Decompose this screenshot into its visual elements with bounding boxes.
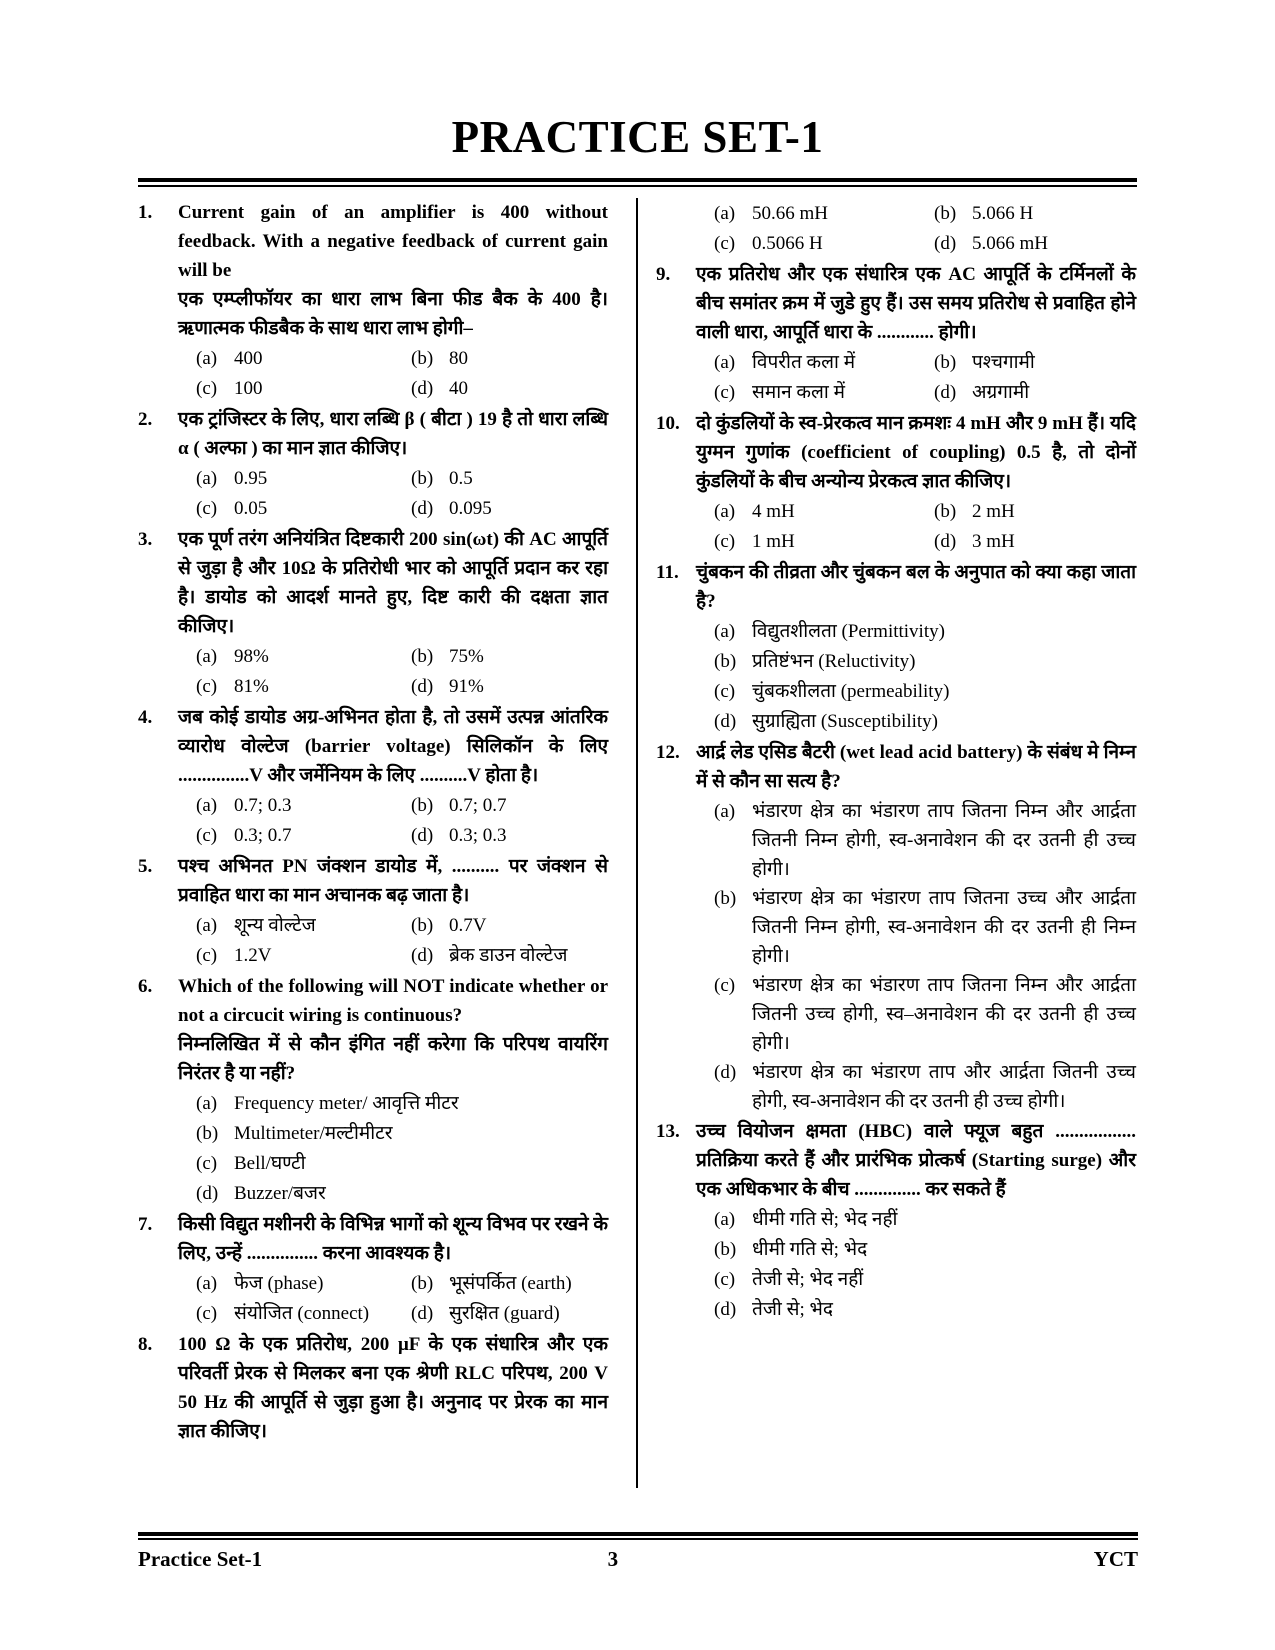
option-list [696, 797, 1136, 1116]
question-block [138, 703, 608, 851]
option-c[interactable] [178, 672, 393, 702]
option-key: (c) [714, 1269, 736, 1290]
option-a[interactable] [178, 642, 393, 672]
option-key: (c) [196, 498, 218, 519]
option-key: (b) [714, 1239, 737, 1260]
option-value: Bell/घण्टी [234, 1153, 306, 1174]
option-value: चुंबकशीलता (permeability) [752, 681, 950, 702]
question-text: पश्च अभिनत PN जंक्शन डायोड में, .......... पर जंक्शन से प्रवाहित धारा का मान अचानक बढ़ जाता है। [178, 856, 608, 906]
option-value: 0.3; 0.7 [234, 825, 292, 846]
question-number: 10. [656, 413, 680, 434]
question-text: आर्द्र लेड एसिड बैटरी (wet lead acid battery) के संबंध मे निम्न में से कौन सा सत्य है? [696, 742, 1136, 792]
option-value: विपरीत कला में [752, 352, 856, 373]
option-key: (b) [934, 203, 957, 224]
option-value: प्रतिष्टंभन (Reluctivity) [752, 651, 916, 672]
option-value: 98% [234, 646, 269, 667]
option-d[interactable] [916, 527, 1136, 557]
option-key: (a) [196, 795, 218, 816]
option-c[interactable] [696, 1265, 1136, 1295]
option-value: फेज (phase) [234, 1273, 324, 1294]
question-number: 11. [656, 562, 679, 583]
question-body [178, 198, 608, 404]
option-value: विद्युतशीलता (Permittivity) [752, 621, 945, 642]
question-text: निम्नलिखित में से कौन इंगित नहीं करेगा कि परिपथ वायरिंग निरंतर है या नहीं? [178, 1034, 608, 1084]
option-d[interactable] [696, 1295, 1136, 1325]
question-block [138, 198, 608, 404]
option-a[interactable] [178, 791, 393, 821]
two-column-layout [138, 198, 1138, 1488]
option-key: (c) [196, 945, 218, 966]
question-number: 12. [656, 742, 680, 763]
option-b[interactable] [916, 497, 1136, 527]
option-key: (b) [714, 651, 737, 672]
option-key: (a) [196, 646, 218, 667]
option-d[interactable] [916, 229, 1136, 259]
option-key: (d) [411, 378, 434, 399]
option-a[interactable] [696, 617, 1136, 647]
option-a[interactable] [696, 497, 916, 527]
option-list [178, 344, 608, 404]
option-key: (a) [196, 1273, 218, 1294]
question-text: Which of the following will NOT indicate whether or not a circucit wiring is continuous? [178, 976, 608, 1026]
option-value: 3 mH [972, 531, 1015, 552]
option-value: ब्रेक डाउन वोल्टेज [449, 945, 568, 966]
question-body [178, 703, 608, 851]
option-b[interactable] [393, 791, 608, 821]
continued-options-block [656, 198, 1136, 259]
option-value: 0.95 [234, 468, 268, 489]
option-list [696, 348, 1136, 408]
option-b[interactable] [393, 344, 608, 374]
question-text: 100 Ω के एक प्रतिरोध, 200 μF के एक संधारित्र और एक परिवर्ती प्रेरक से मिलकर बना एक श्रेणी RLC परिपथ, 200 V 50 Hz की आपूर्ति से जुड़ा हुआ है। अनुनाद पर प्रेरक का मान ज्ञात कीजिए। [178, 1334, 608, 1442]
option-list [696, 1205, 1136, 1325]
option-a[interactable] [696, 199, 916, 229]
option-value: 0.7V [449, 915, 487, 936]
question-number: 4. [138, 707, 153, 728]
question-text: Current gain of an amplifier is 400 without feedback. With a negative feedback of current gain will be [178, 202, 608, 281]
question-number: 9. [656, 264, 671, 285]
question-text: किसी विद्युत मशीनरी के विभिन्न भागों को शून्य विभव पर रखने के लिए, उन्हें ............... करना आवश्यक है। [178, 1214, 608, 1264]
option-value: 40 [449, 378, 468, 399]
option-value: 80 [449, 348, 468, 369]
option-key: (c) [714, 531, 736, 552]
option-key: (a) [196, 348, 218, 369]
option-key: (d) [714, 1062, 737, 1083]
option-value: 0.5066 H [752, 233, 823, 254]
option-b[interactable] [393, 911, 608, 941]
option-a[interactable] [178, 911, 393, 941]
option-key: (d) [714, 1299, 737, 1320]
question-text: उच्च वियोजन क्षमता (HBC) वाले फ्यूज बहुत ................. प्रतिक्रिया करते हैं और प्रारंभिक प्रोत्कर्ष (Starting surge) और एक अधिकभार के बीच .............. कर सकते हैं [696, 1121, 1136, 1200]
question-body [178, 525, 608, 702]
option-b[interactable] [696, 884, 1136, 971]
option-value: धीमी गति से; भेद नहीं [752, 1209, 898, 1230]
option-value: Multimeter/मल्टीमीटर [234, 1123, 393, 1144]
question-text: चुंबकन की तीव्रता और चुंबकन बल के अनुपात को क्या कहा जाता है? [696, 562, 1136, 612]
question-block [656, 409, 1136, 557]
right-column [656, 198, 1136, 1488]
option-key: (d) [934, 382, 957, 403]
option-key: (b) [714, 888, 737, 909]
option-value: धीमी गति से; भेद [752, 1239, 868, 1260]
column-divider [636, 198, 638, 1488]
option-d[interactable] [393, 494, 608, 524]
option-d[interactable] [696, 707, 1136, 737]
option-value: 91% [449, 676, 484, 697]
option-list [178, 1269, 608, 1329]
option-b[interactable] [393, 1269, 608, 1299]
option-key: (a) [714, 1209, 736, 1230]
option-b[interactable] [916, 348, 1136, 378]
option-c[interactable] [696, 378, 916, 408]
option-value: भूसंपर्कित (earth) [449, 1273, 572, 1294]
option-key: (a) [714, 203, 736, 224]
option-c[interactable] [696, 677, 1136, 707]
option-value: पश्चगामी [972, 352, 1035, 373]
option-value: संयोजित (connect) [234, 1303, 370, 1324]
option-list [696, 199, 1136, 259]
option-b[interactable] [696, 1235, 1136, 1265]
option-value: तेजी से; भेद [752, 1299, 833, 1320]
option-key: (b) [934, 501, 957, 522]
question-number: 8. [138, 1334, 153, 1355]
option-c[interactable] [178, 1299, 393, 1329]
question-number: 6. [138, 976, 153, 997]
question-number: 13. [656, 1121, 680, 1142]
question-text: एक पूर्ण तरंग अनियंत्रित दिष्टकारी 200 sin(ωt) की AC आपूर्ति से जुड़ा है और 10Ω के प्रतिरोधी भार को आपूर्ति प्रदान कर रहा है। डायोड को आदर्श मानते हुए, दिष्ट कारी की दक्षता ज्ञात कीजिए। [178, 529, 608, 637]
option-key: (d) [411, 676, 434, 697]
question-block [138, 525, 608, 702]
option-key: (a) [714, 501, 736, 522]
option-list [696, 497, 1136, 557]
option-value: 1 mH [752, 531, 795, 552]
option-value: 5.066 H [972, 203, 1034, 224]
option-c[interactable] [178, 374, 393, 404]
option-key: (d) [411, 945, 434, 966]
option-a[interactable] [696, 797, 1136, 884]
question-block [138, 972, 608, 1209]
option-d[interactable] [393, 672, 608, 702]
option-value: 0.3; 0.3 [449, 825, 507, 846]
option-list [178, 1089, 608, 1209]
option-c[interactable] [178, 941, 393, 971]
option-key: (a) [714, 801, 736, 822]
option-value: 0.5 [449, 468, 473, 489]
question-body [696, 558, 1136, 737]
question-body [178, 405, 608, 524]
question-body [696, 1117, 1136, 1325]
option-c[interactable] [696, 971, 1136, 1058]
question-body [696, 409, 1136, 557]
option-key: (d) [714, 711, 737, 732]
question-body [696, 738, 1136, 1116]
option-list [178, 911, 608, 971]
option-a[interactable] [178, 1269, 393, 1299]
option-value: सुरक्षित (guard) [449, 1303, 560, 1324]
option-key: (d) [934, 233, 957, 254]
question-number: 2. [138, 409, 153, 430]
option-key: (c) [196, 1303, 218, 1324]
question-block [656, 558, 1136, 737]
option-c[interactable] [178, 821, 393, 851]
question-number: 7. [138, 1214, 153, 1235]
question-text: एक ट्रांजिस्टर के लिए, धारा लब्धि β ( बीटा ) 19 है तो धारा लब्धि α ( अल्फा ) का मान ज्ञात कीजिए। [178, 409, 608, 459]
option-key: (b) [411, 915, 434, 936]
question-number: 5. [138, 856, 153, 877]
option-value: अग्रगामी [972, 382, 1030, 403]
option-key: (d) [934, 531, 957, 552]
footer-page-number: 3 [607, 1547, 619, 1571]
option-key: (b) [411, 468, 434, 489]
option-value: Frequency meter/ आवृत्ति मीटर [234, 1093, 459, 1114]
question-body [178, 852, 608, 971]
option-key: (a) [196, 1093, 218, 1114]
option-value: भंडारण क्षेत्र का भंडारण ताप जितना उच्च और आर्द्रता जितनी निम्न होगी, स्व-अनावेशन की दर उतनी ही निम्न होगी। [752, 888, 1136, 967]
left-column [138, 198, 618, 1488]
option-value: 5.066 mH [972, 233, 1048, 254]
question-body [696, 260, 1136, 408]
option-key: (c) [714, 681, 736, 702]
option-key: (d) [196, 1183, 219, 1204]
option-value: Buzzer/बजर [234, 1183, 326, 1204]
question-number: 3. [138, 529, 153, 550]
option-key: (c) [714, 382, 736, 403]
option-c[interactable] [696, 527, 916, 557]
question-body [178, 1210, 608, 1329]
question-block [138, 1330, 608, 1446]
option-b[interactable] [916, 199, 1136, 229]
option-d[interactable] [393, 374, 608, 404]
option-value: भंडारण क्षेत्र का भंडारण ताप जितना निम्न और आर्द्रता जितनी उच्च होगी, स्व–अनावेशन की दर उतनी ही उच्च होगी। [752, 975, 1136, 1054]
title-divider-rules [138, 178, 1137, 187]
option-key: (d) [411, 825, 434, 846]
option-value: 4 mH [752, 501, 795, 522]
option-a[interactable] [178, 344, 393, 374]
continued-options-body [696, 198, 1136, 259]
question-block [656, 1117, 1136, 1325]
option-b[interactable] [393, 464, 608, 494]
option-value: 2 mH [972, 501, 1015, 522]
option-value: 100 [234, 378, 263, 399]
option-value: 0.7; 0.7 [449, 795, 507, 816]
footer-set-label: Practice Set-1 [138, 1547, 263, 1571]
option-value: 75% [449, 646, 484, 667]
option-value: 0.095 [449, 498, 492, 519]
question-text: एक प्रतिरोध और एक संधारित्र एक AC आपूर्ति के टर्मिनलों के बीच समांतर क्रम में जुडे हुए हैं। उस समय प्रतिरोध से प्रवाहित होने वाली धारा, आपूर्ति धारा के ............ होगी। [696, 264, 1136, 343]
option-key: (a) [714, 621, 736, 642]
option-key: (b) [411, 795, 434, 816]
option-key: (c) [714, 233, 736, 254]
option-key: (c) [196, 676, 218, 697]
option-list [178, 642, 608, 702]
option-b[interactable] [393, 642, 608, 672]
option-value: सुग्राह्यिता (Susceptibility) [752, 711, 939, 732]
option-value: भंडारण क्षेत्र का भंडारण ताप जितना निम्न और आर्द्रता जितनी निम्न होगी, स्व-अनावेशन की दर उतनी ही उच्च होगी। [752, 801, 1136, 880]
question-text: जब कोई डायोड अग्र-अभिनत होता है, तो उसमें उत्पन्न आंतरिक व्यारोध वोल्टेज (barrier voltage) सिलिकॉन के लिए ...............V और जर्मेनियम के लिए ..........V होता है। [178, 707, 608, 786]
divider-rule-thin [138, 185, 1137, 187]
option-key: (a) [714, 352, 736, 373]
option-a[interactable] [696, 348, 916, 378]
question-body [178, 1330, 608, 1446]
question-block [656, 260, 1136, 408]
option-key: (b) [934, 352, 957, 373]
option-value: 400 [234, 348, 263, 369]
option-c[interactable] [696, 229, 916, 259]
option-d[interactable] [178, 1179, 608, 1209]
option-b[interactable] [696, 647, 1136, 677]
option-d[interactable] [393, 1299, 608, 1329]
option-key: (a) [196, 915, 218, 936]
question-block [138, 405, 608, 524]
option-d[interactable] [393, 821, 608, 851]
option-key: (b) [411, 348, 434, 369]
option-d[interactable] [696, 1058, 1136, 1116]
option-c[interactable] [178, 1149, 608, 1179]
question-block [138, 1210, 608, 1329]
option-a[interactable] [696, 1205, 1136, 1235]
option-c[interactable] [178, 494, 393, 524]
question-block [656, 738, 1136, 1116]
option-b[interactable] [178, 1119, 608, 1149]
footer-publisher: YCT [1093, 1547, 1138, 1571]
option-key: (b) [411, 1273, 434, 1294]
option-a[interactable] [178, 1089, 608, 1119]
option-value: भंडारण क्षेत्र का भंडारण ताप और आर्द्रता जितनी उच्च होगी, स्व-अनावेशन की दर उतनी ही उच्च होगी। [752, 1062, 1136, 1112]
question-block [138, 852, 608, 971]
question-body [178, 972, 608, 1209]
option-d[interactable] [916, 378, 1136, 408]
option-value: 0.05 [234, 498, 268, 519]
page-footer [138, 1532, 1138, 1572]
option-key: (d) [411, 1303, 434, 1324]
option-value: 81% [234, 676, 269, 697]
option-value: 1.2V [234, 945, 272, 966]
option-value: समान कला में [752, 382, 845, 403]
option-key: (d) [411, 498, 434, 519]
question-number: 1. [138, 202, 153, 223]
option-key: (c) [196, 378, 218, 399]
option-key: (c) [196, 825, 218, 846]
option-d[interactable] [393, 941, 608, 971]
option-key: (a) [196, 468, 218, 489]
option-key: (b) [411, 646, 434, 667]
question-text: दो कुंडलियों के स्व-प्रेरकत्व मान क्रमशः 4 mH और 9 mH हैं। यदि युग्मन गुणांक (coefficient of coupling) 0.5 है, तो दोनों कुंडलियों के बीच अन्योन्य प्रेरकत्व ज्ञात कीजिए। [696, 413, 1136, 492]
option-key: (c) [196, 1153, 218, 1174]
option-key: (c) [714, 975, 736, 996]
option-list [696, 617, 1136, 737]
option-value: 0.7; 0.3 [234, 795, 292, 816]
option-a[interactable] [178, 464, 393, 494]
option-value: 50.66 mH [752, 203, 828, 224]
option-list [178, 464, 608, 524]
page-title: PRACTICE SET-1 [451, 112, 824, 162]
option-value: शून्य वोल्टेज [234, 915, 316, 936]
option-list [178, 791, 608, 851]
option-value: तेजी से; भेद नहीं [752, 1269, 864, 1290]
option-key: (b) [196, 1123, 219, 1144]
question-text: एक एम्प्लीफॉयर का धारा लाभ बिना फीड बैक के 400 है। ऋणात्मक फीडबैक के साथ धारा लाभ होगी– [178, 289, 608, 339]
